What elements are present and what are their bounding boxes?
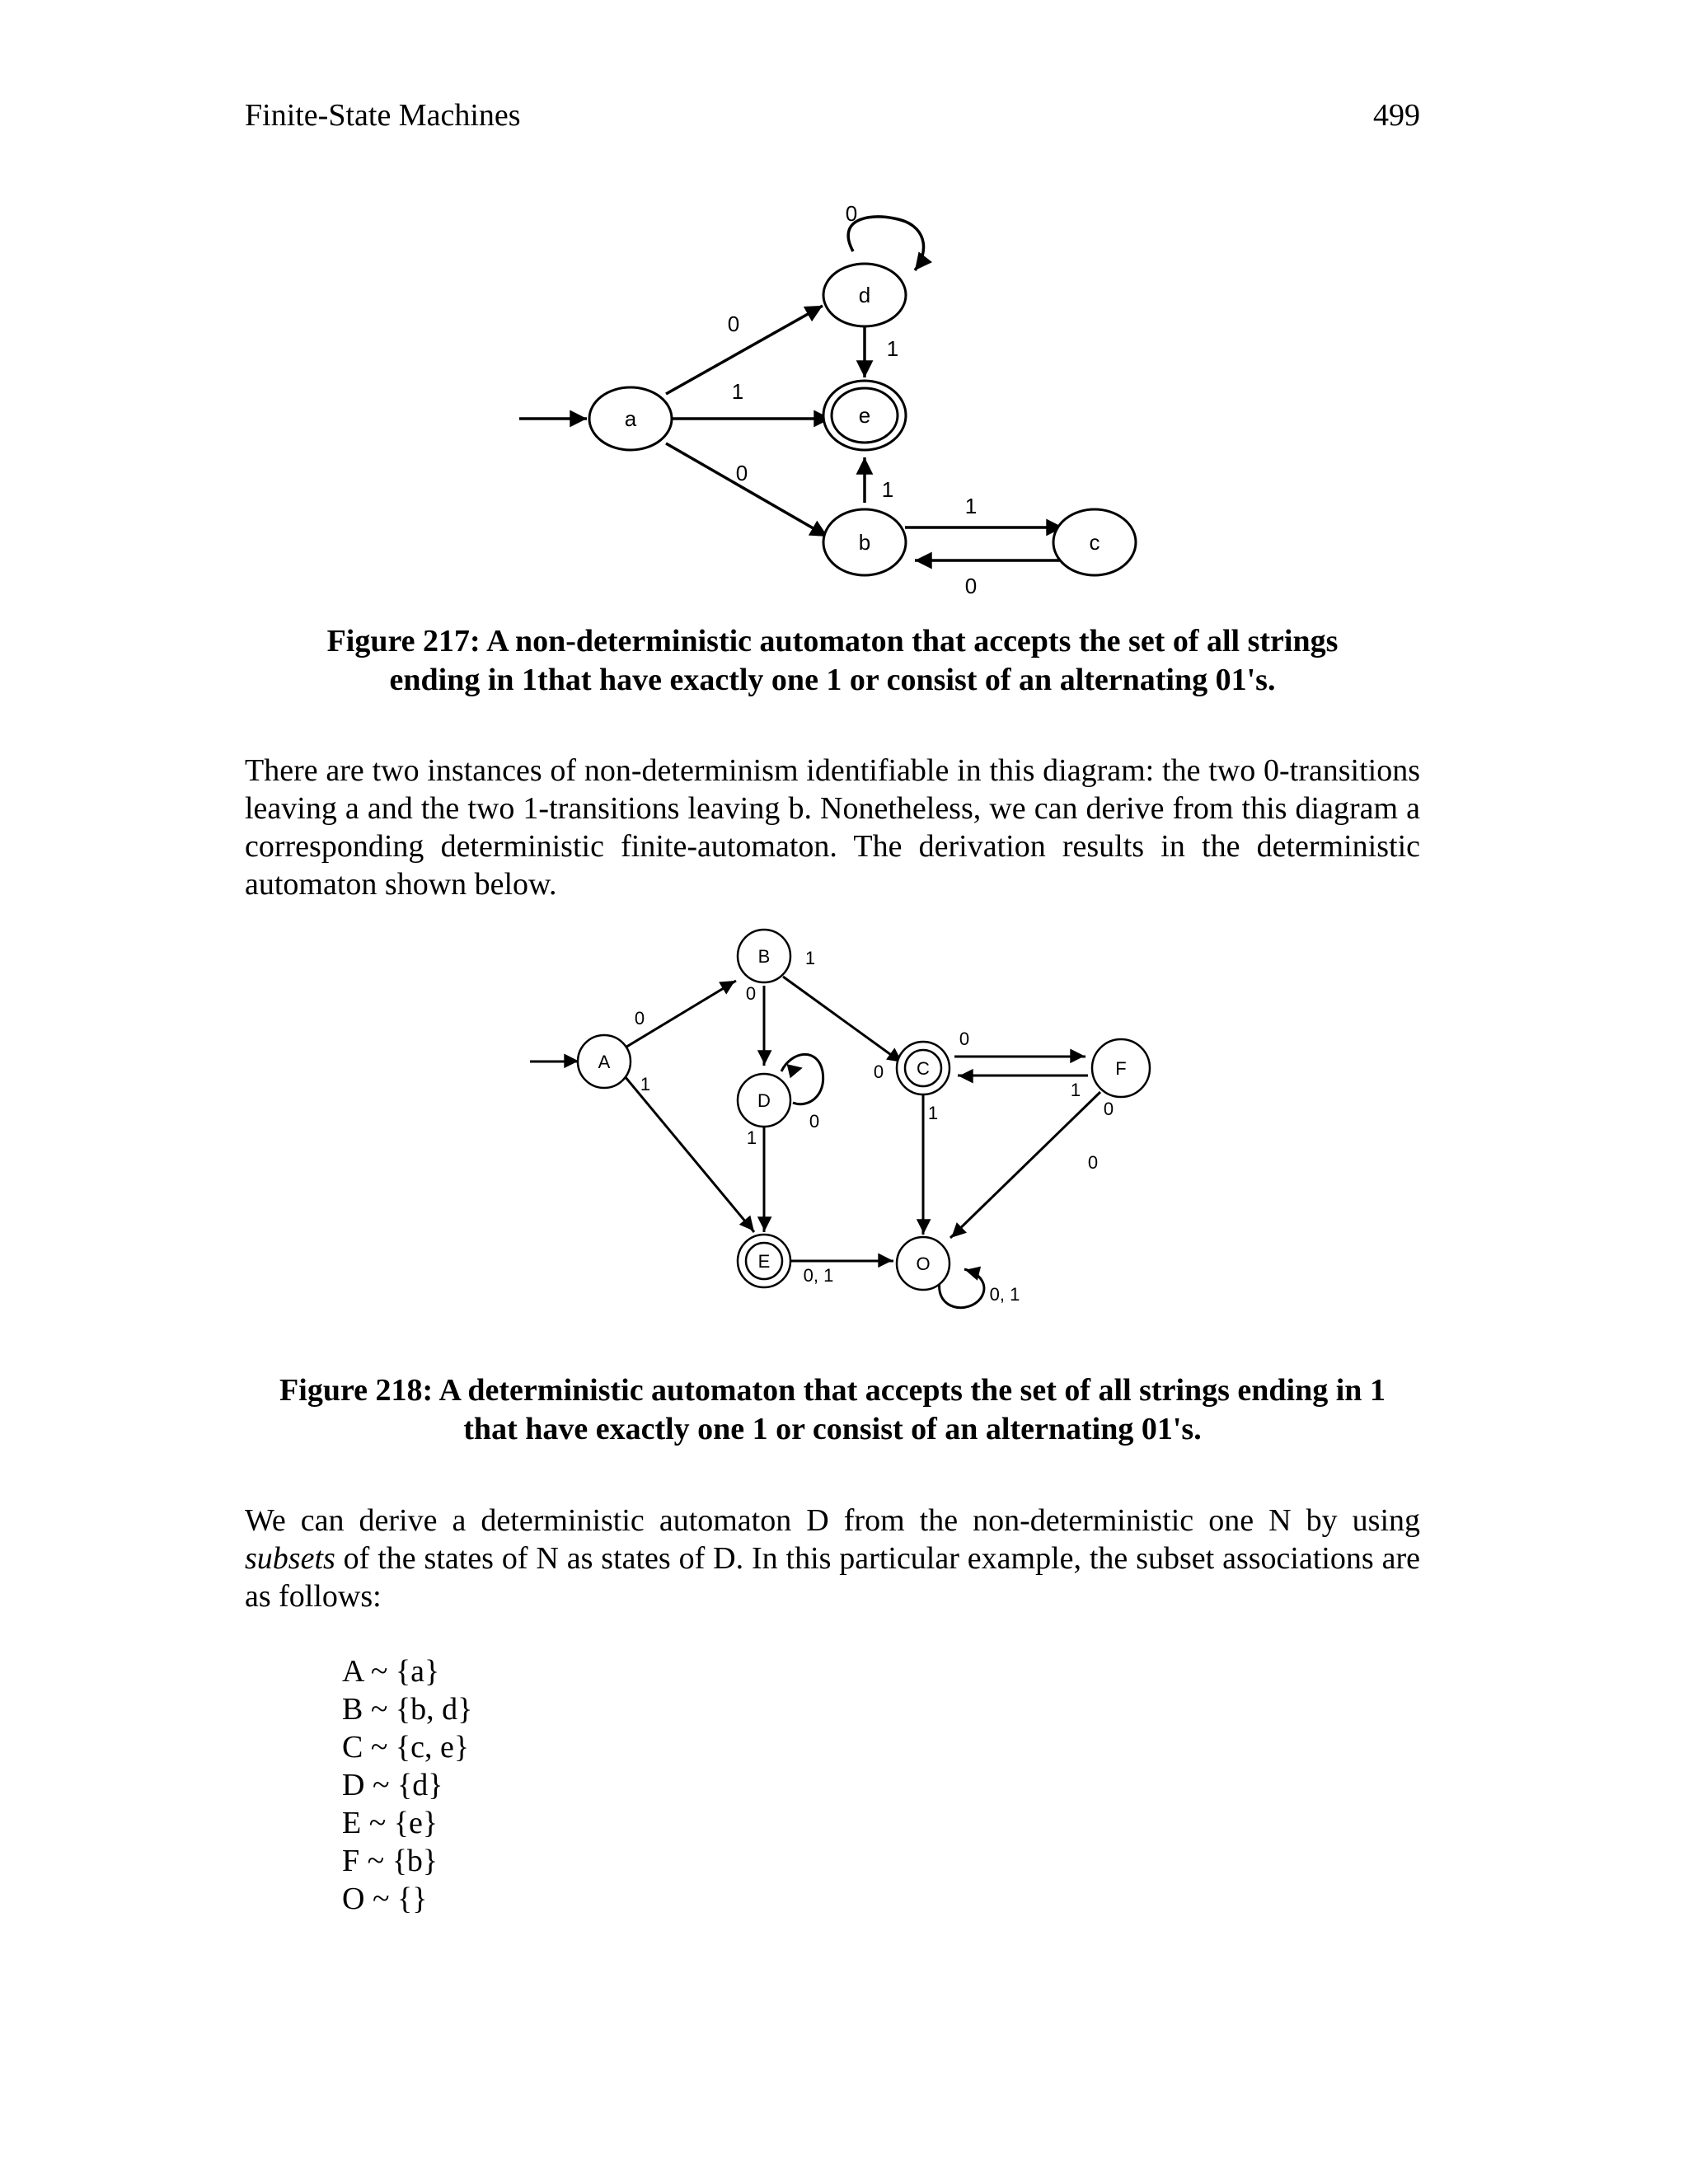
paragraph-text-before: We can derive a deterministic automaton D from the non-deterministic one N by using: [245, 1503, 1420, 1538]
label-D-to-E: 1: [746, 1127, 757, 1148]
state-d-label: d: [858, 283, 871, 307]
state-B-label: B: [757, 946, 771, 967]
edge-a-to-b: [666, 443, 828, 537]
label-A-to-E: 1: [640, 1074, 651, 1094]
state-c-label: c: [1089, 530, 1100, 555]
running-head-title: Finite-State Machines: [245, 98, 521, 133]
figure-218-caption-line2: that have exactly one 1 or consist of an alternating 01's.: [463, 1412, 1202, 1446]
label-F-to-O: 0: [1087, 1152, 1099, 1173]
figure-218-diagram: [511, 923, 1187, 1335]
edge-F-to-O: [950, 1092, 1100, 1238]
state-C-label: C: [917, 1058, 930, 1079]
subset-item: D ~ {d}: [342, 1768, 443, 1802]
label-C-to-F: 0: [959, 1029, 970, 1049]
label-b-to-c: 1: [964, 494, 978, 518]
subset-item: A ~ {a}: [342, 1654, 440, 1689]
paragraph-nondeterminism: There are two instances of non-determinism identifiable in this diagram: the two 0-transitions leaving a and the two 1-transitions leaving b. Nonetheless, we can derive from this diagram a corresponding deterministic finite-automaton. The derivation results in the deterministic automaton shown below.: [245, 753, 1420, 902]
edge-B-to-C: [783, 977, 903, 1063]
label-a-to-b: 0: [735, 461, 748, 485]
loop-d: [848, 217, 923, 270]
label-C-in: 0: [873, 1062, 884, 1082]
state-A-label: A: [598, 1052, 611, 1072]
figure-218-caption-line1: Figure 218: A deterministic automaton that accepts the set of all strings ending in 1: [279, 1373, 1386, 1408]
subset-item: E ~ {e}: [342, 1806, 438, 1840]
label-A-to-B: 0: [634, 1008, 645, 1029]
label-E-to-O: 0, 1: [803, 1265, 834, 1286]
paragraph-text-after: of the states of N as states of D. In this particular example, the subset associations are as follows:: [245, 1541, 1420, 1614]
page-number: 499: [1373, 98, 1420, 133]
state-F-label: F: [1115, 1058, 1127, 1079]
label-O-loop: 0, 1: [989, 1284, 1020, 1305]
state-D-label: D: [757, 1090, 771, 1111]
state-O-label: O: [916, 1254, 931, 1274]
edge-a-to-d: [666, 306, 823, 394]
label-a-to-d: 0: [727, 312, 740, 336]
label-D-loop: 0: [809, 1111, 820, 1132]
label-d-loop: 0: [845, 201, 858, 226]
state-E-label: E: [757, 1251, 771, 1272]
label-c-to-b: 0: [964, 574, 978, 598]
state-a-label: a: [624, 406, 637, 431]
subset-item: C ~ {c, e}: [342, 1730, 470, 1765]
label-F-out: 0: [1103, 1099, 1114, 1119]
figure-218-caption: [245, 1371, 1420, 1449]
figure-217-caption-line1: Figure 217: A non-deterministic automaton that accepts the set of all strings: [326, 624, 1339, 658]
subset-item: O ~ {}: [342, 1882, 428, 1916]
state-e-label: e: [858, 403, 871, 428]
label-C-to-O: 1: [927, 1103, 939, 1123]
label-B-to-D: 0: [745, 983, 757, 1004]
subset-item: B ~ {b, d}: [342, 1692, 473, 1727]
state-b-label: b: [858, 530, 871, 555]
figure-217-diagram: [495, 190, 1170, 618]
label-d-to-e: 1: [886, 336, 899, 361]
paragraph-emphasis-subsets: subsets: [245, 1541, 335, 1576]
edge-A-to-E: [625, 1076, 754, 1232]
label-B-to-C: 1: [804, 948, 816, 968]
label-a-to-e: 1: [731, 379, 744, 404]
loop-D-arrow: [783, 1068, 804, 1073]
figure-217-caption-line2: ending in 1that have exactly one 1 or consist of an alternating 01's.: [389, 663, 1276, 697]
figure-217-caption: [245, 622, 1420, 700]
label-b-to-e: 1: [881, 477, 894, 502]
paragraph-subset-construction: [245, 1502, 1420, 1615]
label-F-to-C: 1: [1070, 1080, 1081, 1100]
subset-item: F ~ {b}: [342, 1844, 438, 1878]
subset-association-list: [342, 1652, 472, 1918]
